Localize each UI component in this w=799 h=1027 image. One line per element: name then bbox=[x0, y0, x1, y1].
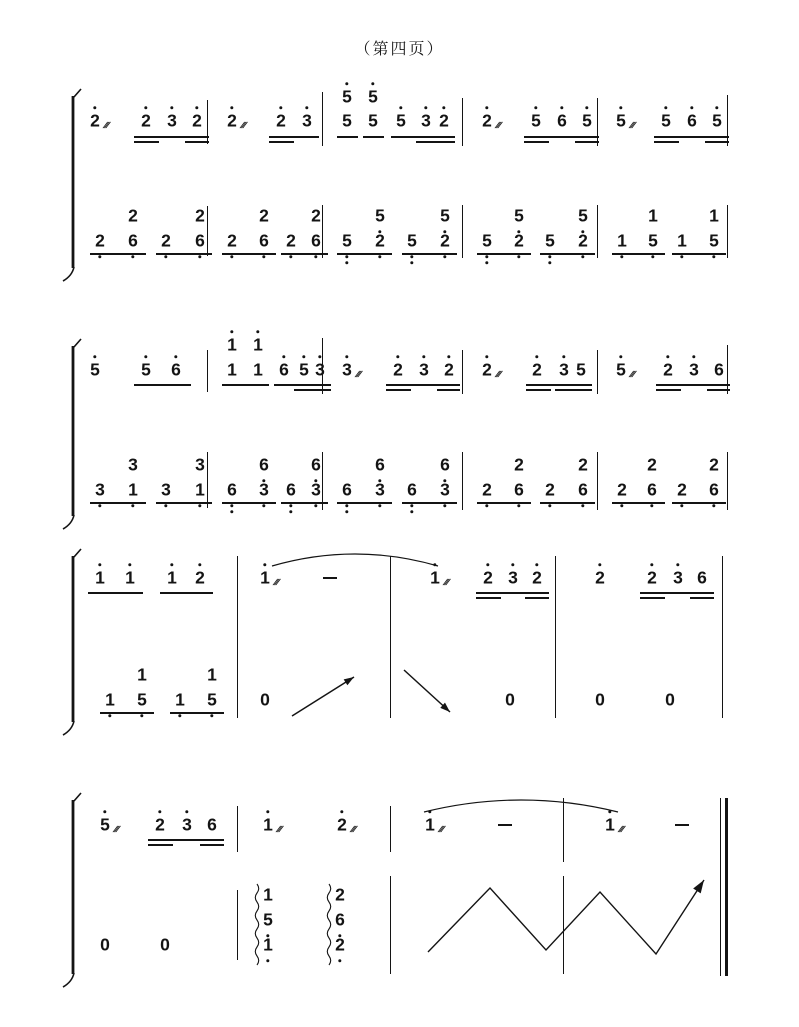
jianpu-digit: 1 bbox=[263, 934, 273, 955]
jianpu-digit: 3 bbox=[440, 479, 450, 500]
tremolo-mark: /// bbox=[239, 120, 247, 130]
barline bbox=[727, 452, 728, 510]
jianpu-digit: 5 bbox=[90, 359, 100, 380]
note-underline bbox=[160, 592, 213, 594]
note-underline bbox=[222, 384, 269, 386]
jianpu-digit: 1 bbox=[605, 814, 615, 835]
note-underline bbox=[148, 844, 173, 846]
note-underline bbox=[656, 384, 730, 386]
note-underline bbox=[90, 253, 146, 255]
zigzag-arrowhead bbox=[693, 880, 704, 893]
note-underline bbox=[526, 384, 592, 386]
jianpu-digit: 1 bbox=[227, 334, 237, 355]
note-underline bbox=[612, 502, 665, 504]
tremolo-mark: /// bbox=[617, 824, 625, 834]
barline bbox=[462, 98, 463, 146]
note-underline bbox=[672, 253, 726, 255]
jianpu-digit: 2 bbox=[311, 205, 321, 226]
jianpu-digit: 6 bbox=[578, 479, 588, 500]
note-underline bbox=[134, 141, 159, 143]
note-underline bbox=[402, 253, 457, 255]
jianpu-digit: 2 bbox=[90, 110, 100, 131]
jianpu-digit: 2 bbox=[259, 205, 269, 226]
tremolo-mark: /// bbox=[272, 577, 280, 587]
jianpu-digit: 6 bbox=[286, 479, 296, 500]
note-underline bbox=[200, 844, 224, 846]
jianpu-digit: 1 bbox=[677, 230, 687, 251]
jianpu-digit: 5 bbox=[137, 689, 147, 710]
arpeggio-wave bbox=[255, 884, 258, 965]
jianpu-digit: 5 bbox=[616, 359, 626, 380]
barline bbox=[597, 205, 598, 258]
jianpu-digit: 3 bbox=[419, 359, 429, 380]
jianpu-digit: 5 bbox=[299, 359, 309, 380]
jianpu-digit: 1 bbox=[95, 567, 105, 588]
jianpu-digit: 1 bbox=[617, 230, 627, 251]
note-underline bbox=[526, 389, 551, 391]
note-underline bbox=[612, 253, 665, 255]
jianpu-digit: 1 bbox=[195, 479, 205, 500]
jianpu-digit: 0 bbox=[505, 689, 515, 710]
barline bbox=[237, 556, 238, 718]
jianpu-digit: 3 bbox=[375, 479, 385, 500]
barline bbox=[207, 206, 208, 256]
jianpu-digit: 2 bbox=[482, 359, 492, 380]
note-underline bbox=[540, 253, 595, 255]
jianpu-digit: 2 bbox=[95, 230, 105, 251]
note-underline bbox=[705, 141, 729, 143]
note-underline bbox=[654, 141, 679, 143]
jianpu-digit: 5 bbox=[100, 814, 110, 835]
jianpu-digit: 5 bbox=[407, 230, 417, 251]
note-underline bbox=[269, 141, 294, 143]
jianpu-digit: 2 bbox=[647, 454, 657, 475]
note-underline bbox=[416, 141, 455, 143]
note-underline bbox=[672, 502, 726, 504]
note-underline bbox=[477, 502, 531, 504]
barline bbox=[462, 350, 463, 394]
note-underline bbox=[477, 253, 531, 255]
jianpu-digit: 3 bbox=[559, 359, 569, 380]
barline bbox=[237, 890, 238, 960]
barline bbox=[725, 798, 728, 976]
jianpu-digit: 2 bbox=[335, 934, 345, 955]
note-underline bbox=[476, 597, 501, 599]
barline bbox=[597, 452, 598, 510]
jianpu-digit: 2 bbox=[393, 359, 403, 380]
barline bbox=[322, 92, 323, 146]
barline bbox=[555, 556, 556, 718]
jianpu-digit: 2 bbox=[482, 110, 492, 131]
jianpu-digit: 5 bbox=[263, 909, 273, 930]
slur-arc bbox=[272, 554, 438, 566]
jianpu-digit: 6 bbox=[227, 479, 237, 500]
tremolo-mark: /// bbox=[112, 824, 120, 834]
jianpu-digit: 2 bbox=[337, 814, 347, 835]
jianpu-digit: 5 bbox=[482, 230, 492, 251]
note-underline bbox=[654, 136, 729, 138]
note-underline bbox=[386, 384, 460, 386]
jianpu-digit: 6 bbox=[259, 230, 269, 251]
jianpu-digit: 6 bbox=[440, 454, 450, 475]
tremolo-mark: /// bbox=[275, 824, 283, 834]
jianpu-digit: 5 bbox=[342, 110, 352, 131]
jianpu-digit: 3 bbox=[302, 110, 312, 131]
tremolo-mark: /// bbox=[349, 824, 357, 834]
jianpu-digit: 2 bbox=[545, 479, 555, 500]
jianpu-digit: 1 bbox=[253, 334, 263, 355]
zigzag-glissando bbox=[428, 880, 704, 954]
jianpu-digit: 3 bbox=[311, 479, 321, 500]
jianpu-digit: 5 bbox=[514, 205, 524, 226]
tremolo-mark: /// bbox=[628, 369, 636, 379]
barline bbox=[720, 798, 721, 976]
jianpu-digit: 2 bbox=[663, 359, 673, 380]
tremolo-mark: /// bbox=[102, 120, 110, 130]
jianpu-digit: 6 bbox=[259, 454, 269, 475]
jianpu-digit: 2 bbox=[482, 479, 492, 500]
jianpu-digit: 2 bbox=[595, 567, 605, 588]
jianpu-digit: 0 bbox=[260, 689, 270, 710]
jianpu-digit: 5 bbox=[582, 110, 592, 131]
note-underline bbox=[281, 253, 328, 255]
jianpu-digit: 3 bbox=[182, 814, 192, 835]
tremolo-mark: /// bbox=[628, 120, 636, 130]
jianpu-digit: 2 bbox=[709, 454, 719, 475]
jianpu-digit: 6 bbox=[171, 359, 181, 380]
barline bbox=[563, 798, 564, 862]
note-underline bbox=[707, 389, 730, 391]
jianpu-digit: 1 bbox=[425, 814, 435, 835]
jianpu-digit: 1 bbox=[263, 884, 273, 905]
jianpu-digit: 2 bbox=[161, 230, 171, 251]
barline bbox=[207, 452, 208, 508]
glissando-arrowhead bbox=[344, 677, 354, 685]
jianpu-digit: 5 bbox=[712, 110, 722, 131]
jianpu-digit: 6 bbox=[709, 479, 719, 500]
jianpu-digit: 5 bbox=[616, 110, 626, 131]
jianpu-digit: 5 bbox=[648, 230, 658, 251]
jianpu-digit: 2 bbox=[375, 230, 385, 251]
barline bbox=[237, 806, 238, 852]
note-underline bbox=[88, 592, 143, 594]
jianpu-digit: 0 bbox=[595, 689, 605, 710]
jianpu-digit: 3 bbox=[421, 110, 431, 131]
barline bbox=[462, 205, 463, 258]
barline bbox=[722, 556, 723, 718]
barline bbox=[207, 350, 208, 392]
jianpu-digit: 3 bbox=[342, 359, 352, 380]
note-underline bbox=[437, 389, 460, 391]
jianpu-digit: 2 bbox=[647, 567, 657, 588]
barline bbox=[727, 345, 728, 394]
jianpu-digit: 5 bbox=[342, 86, 352, 107]
jianpu-digit: 2 bbox=[192, 110, 202, 131]
jianpu-digit: 6 bbox=[687, 110, 697, 131]
jianpu-digit: 0 bbox=[160, 934, 170, 955]
note-underline bbox=[294, 389, 331, 391]
note-underline bbox=[540, 502, 595, 504]
jianpu-digit: 6 bbox=[279, 359, 289, 380]
tremolo-mark: /// bbox=[442, 577, 450, 587]
jianpu-digit: 3 bbox=[315, 359, 325, 380]
note-underline bbox=[134, 384, 191, 386]
jianpu-digit: 2 bbox=[514, 454, 524, 475]
barline bbox=[727, 95, 728, 146]
jianpu-digit: 3 bbox=[673, 567, 683, 588]
tremolo-mark: /// bbox=[494, 120, 502, 130]
jianpu-digit: 1 bbox=[167, 567, 177, 588]
jianpu-digit: 5 bbox=[375, 205, 385, 226]
duration-dash bbox=[675, 824, 689, 826]
jianpu-digit: 1 bbox=[430, 567, 440, 588]
jianpu-digit: 2 bbox=[227, 230, 237, 251]
jianpu-digit: 1 bbox=[263, 814, 273, 835]
jianpu-digit: 5 bbox=[545, 230, 555, 251]
tremolo-mark: /// bbox=[494, 369, 502, 379]
jianpu-digit: 6 bbox=[407, 479, 417, 500]
note-underline bbox=[386, 389, 411, 391]
barline bbox=[563, 876, 564, 974]
jianpu-digit: 5 bbox=[576, 359, 586, 380]
jianpu-digit: 2 bbox=[483, 567, 493, 588]
jianpu-digit: 5 bbox=[578, 205, 588, 226]
jianpu-digit: 3 bbox=[508, 567, 518, 588]
barline bbox=[390, 556, 391, 718]
barline bbox=[727, 205, 728, 258]
jianpu-digit: 1 bbox=[260, 567, 270, 588]
note-underline bbox=[134, 136, 209, 138]
duration-dash bbox=[323, 577, 337, 579]
note-underline bbox=[170, 712, 224, 714]
jianpu-digit: 2 bbox=[440, 230, 450, 251]
note-underline bbox=[148, 839, 224, 841]
note-underline bbox=[391, 136, 455, 138]
jianpu-digit: 1 bbox=[207, 664, 217, 685]
note-underline bbox=[555, 389, 592, 391]
note-underline bbox=[156, 253, 212, 255]
jianpu-digit: 5 bbox=[531, 110, 541, 131]
note-underline bbox=[656, 389, 681, 391]
jianpu-digit: 2 bbox=[514, 230, 524, 251]
jianpu-digit: 6 bbox=[557, 110, 567, 131]
jianpu-digit: 2 bbox=[335, 884, 345, 905]
jianpu-digit: 5 bbox=[709, 230, 719, 251]
jianpu-digit: 5 bbox=[661, 110, 671, 131]
jianpu-digit: 3 bbox=[689, 359, 699, 380]
jianpu-digit: 3 bbox=[259, 479, 269, 500]
jianpu-digit: 5 bbox=[207, 689, 217, 710]
barline bbox=[597, 98, 598, 146]
note-underline bbox=[575, 141, 599, 143]
note-underline bbox=[90, 502, 146, 504]
jianpu-digit: 1 bbox=[137, 664, 147, 685]
jianpu-digit: 1 bbox=[175, 689, 185, 710]
note-underline bbox=[363, 136, 384, 138]
jianpu-digit: 2 bbox=[128, 205, 138, 226]
note-underline bbox=[274, 384, 331, 386]
arpeggio-wave bbox=[327, 884, 330, 965]
note-underline bbox=[337, 502, 392, 504]
jianpu-digit: 1 bbox=[227, 359, 237, 380]
jianpu-digit: 5 bbox=[368, 110, 378, 131]
note-underline bbox=[524, 141, 549, 143]
barline bbox=[390, 806, 391, 852]
jianpu-digit: 2 bbox=[227, 110, 237, 131]
jianpu-digit: 2 bbox=[276, 110, 286, 131]
barline bbox=[597, 350, 598, 394]
jianpu-digit: 2 bbox=[286, 230, 296, 251]
note-underline bbox=[640, 592, 714, 594]
jianpu-digit: 3 bbox=[167, 110, 177, 131]
jianpu-digit: 5 bbox=[141, 359, 151, 380]
jianpu-digit: 6 bbox=[342, 479, 352, 500]
jianpu-digit: 6 bbox=[128, 230, 138, 251]
jianpu-digit: 6 bbox=[647, 479, 657, 500]
note-underline bbox=[337, 253, 392, 255]
note-underline bbox=[525, 597, 549, 599]
tremolo-mark: /// bbox=[437, 824, 445, 834]
note-underline bbox=[690, 597, 714, 599]
jianpu-digit: 2 bbox=[141, 110, 151, 131]
jianpu-digit: 2 bbox=[439, 110, 449, 131]
jianpu-digit: 5 bbox=[440, 205, 450, 226]
jianpu-digit: 1 bbox=[125, 567, 135, 588]
jianpu-digit: 3 bbox=[161, 479, 171, 500]
note-underline bbox=[100, 712, 154, 714]
note-underline bbox=[156, 502, 212, 504]
jianpu-digit: 6 bbox=[714, 359, 724, 380]
jianpu-digit: 2 bbox=[578, 454, 588, 475]
jianpu-digit: 2 bbox=[444, 359, 454, 380]
note-underline bbox=[222, 253, 276, 255]
jianpu-digit: 1 bbox=[105, 689, 115, 710]
jianpu-digit: 3 bbox=[195, 454, 205, 475]
note-underline bbox=[402, 502, 457, 504]
jianpu-digit: 1 bbox=[253, 359, 263, 380]
jianpu-digit: 6 bbox=[514, 479, 524, 500]
note-underline bbox=[185, 141, 209, 143]
note-underline bbox=[476, 592, 549, 594]
jianpu-digit: 1 bbox=[648, 205, 658, 226]
jianpu-digit: 3 bbox=[128, 454, 138, 475]
barline bbox=[390, 876, 391, 974]
jianpu-digit: 0 bbox=[665, 689, 675, 710]
jianpu-digit: 5 bbox=[396, 110, 406, 131]
jianpu-digit: 2 bbox=[155, 814, 165, 835]
barline bbox=[322, 205, 323, 258]
note-underline bbox=[337, 136, 358, 138]
jianpu-digit: 6 bbox=[375, 454, 385, 475]
jianpu-digit: 0 bbox=[100, 934, 110, 955]
jianpu-digit: 3 bbox=[95, 479, 105, 500]
duration-dash bbox=[498, 824, 512, 826]
jianpu-digit: 6 bbox=[311, 454, 321, 475]
jianpu-digit: 6 bbox=[335, 909, 345, 930]
note-underline bbox=[269, 136, 319, 138]
glissando-arrow bbox=[292, 677, 354, 716]
barline bbox=[462, 452, 463, 510]
tremolo-mark: /// bbox=[354, 369, 362, 379]
slur-arc bbox=[424, 800, 618, 812]
jianpu-digit: 2 bbox=[677, 479, 687, 500]
note-underline bbox=[524, 136, 599, 138]
jianpu-digit: 6 bbox=[195, 230, 205, 251]
jianpu-digit: 5 bbox=[342, 230, 352, 251]
jianpu-digit: 2 bbox=[195, 567, 205, 588]
jianpu-digit: 1 bbox=[709, 205, 719, 226]
note-underline bbox=[222, 502, 276, 504]
note-underline bbox=[281, 502, 328, 504]
jianpu-digit: 1 bbox=[128, 479, 138, 500]
jianpu-digit: 2 bbox=[195, 205, 205, 226]
jianpu-digit: 5 bbox=[368, 86, 378, 107]
jianpu-digit: 2 bbox=[532, 359, 542, 380]
page-title: （第四页） bbox=[354, 41, 445, 58]
jianpu-digit: 6 bbox=[207, 814, 217, 835]
jianpu-digit: 6 bbox=[697, 567, 707, 588]
jianpu-digit: 6 bbox=[311, 230, 321, 251]
note-underline bbox=[640, 597, 665, 599]
jianpu-digit: 2 bbox=[617, 479, 627, 500]
jianpu-digit: 2 bbox=[578, 230, 588, 251]
jianpu-digit: 2 bbox=[532, 567, 542, 588]
